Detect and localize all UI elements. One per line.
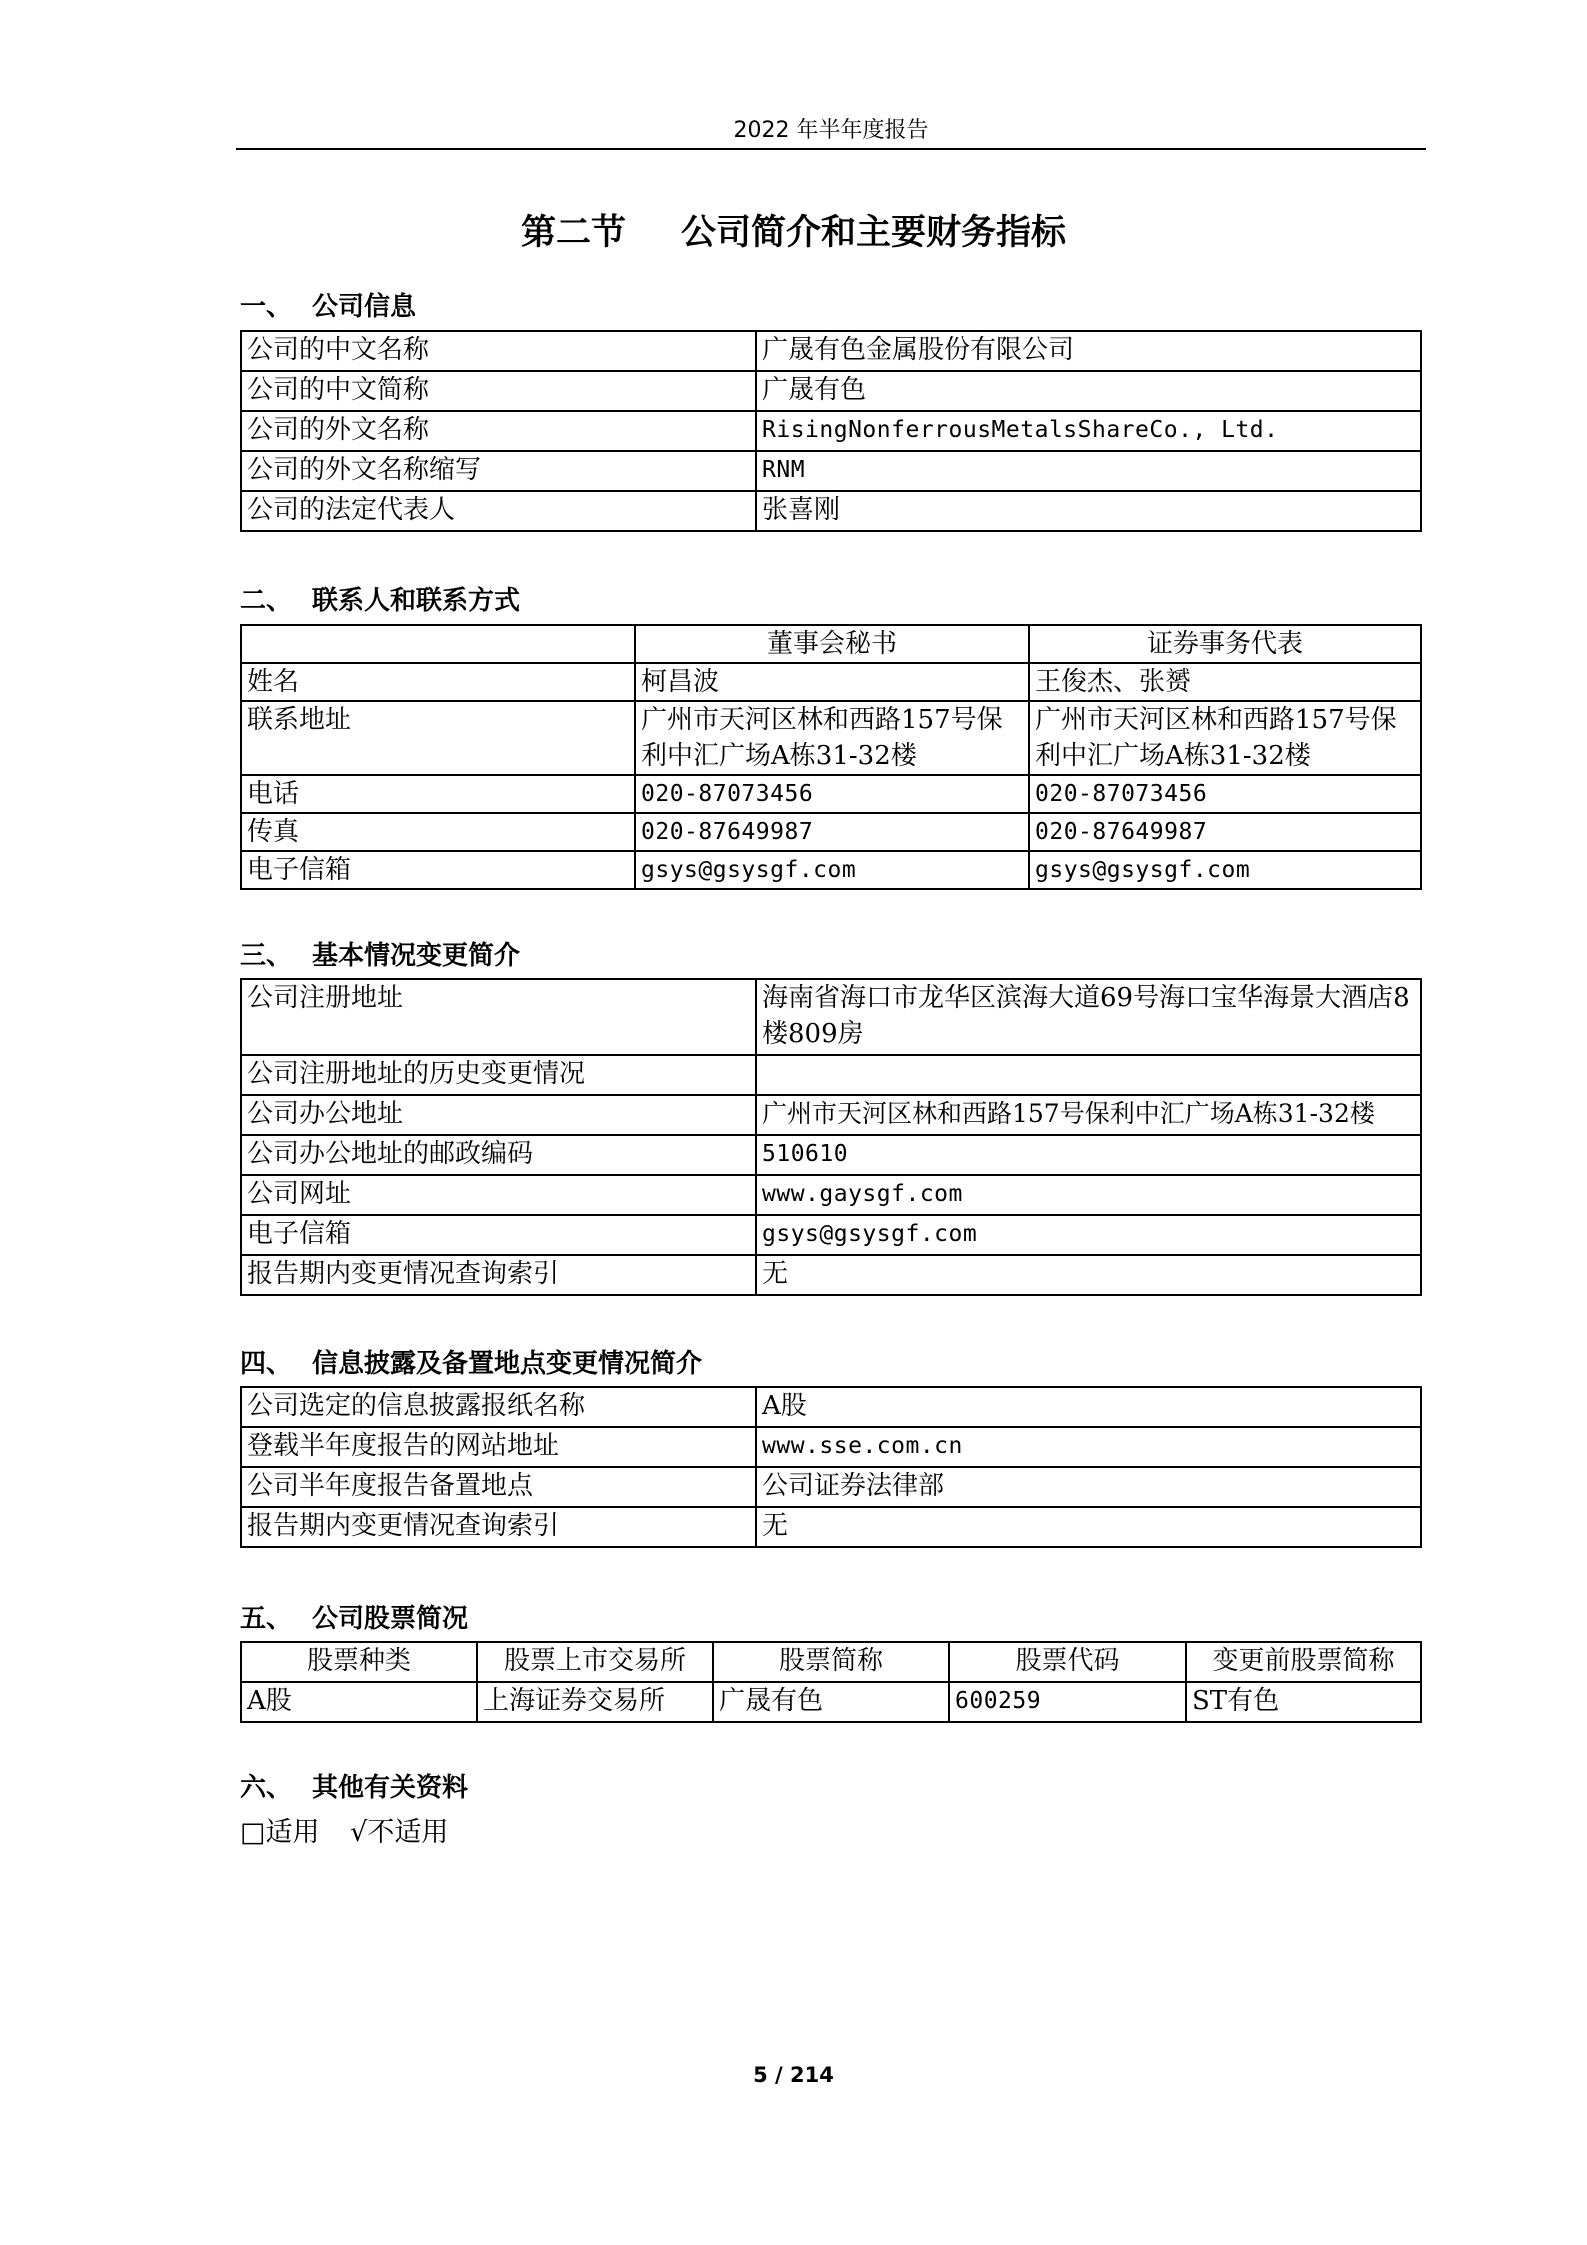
header-cell [241, 625, 635, 663]
page-number: 5 / 214 [753, 2063, 834, 2087]
company-info-table [240, 330, 1422, 532]
table-row [241, 1467, 1421, 1507]
table-row [241, 979, 1421, 1055]
representative-value: gsys@gsysgf.com [1029, 851, 1421, 889]
row-label: 报告期内变更情况查询索引 [241, 1255, 756, 1295]
secretary-value: gsys@gsysgf.com [635, 851, 1029, 889]
table-row [241, 813, 1421, 851]
row-label: 公司半年度报告备置地点 [241, 1467, 756, 1507]
table-row [241, 1387, 1421, 1427]
table-row [241, 451, 1421, 491]
subsection-title: 公司信息 [312, 292, 417, 322]
subsection-number: 六、 [240, 1773, 293, 1803]
header-cell: 变更前股票简称 [1186, 1642, 1421, 1682]
stock-type: A股 [241, 1682, 477, 1722]
row-label: 姓名 [241, 663, 635, 701]
option-applicable: □适用 [240, 1817, 320, 1848]
stock-short-name: 广晟有色 [713, 1682, 949, 1722]
table-row [241, 1215, 1421, 1255]
option-not-applicable: √不适用 [350, 1817, 449, 1848]
subsection-title: 其他有关资料 [312, 1773, 469, 1803]
row-label: 联系地址 [241, 701, 635, 775]
subsection-number: 五、 [240, 1604, 293, 1634]
table-row [241, 1095, 1421, 1135]
row-value: 无 [756, 1255, 1421, 1295]
page-header: 2022 年半年度报告 [236, 114, 1426, 150]
row-value: 广州市天河区林和西路157号保利中汇广场A栋31-32楼 [756, 1095, 1421, 1135]
table-row [241, 491, 1421, 531]
table-row [241, 775, 1421, 813]
section-title-text: 公司简介和主要财务指标 [681, 213, 1067, 253]
applicability-note [240, 1810, 448, 1849]
table-row [241, 1427, 1421, 1467]
table-row [241, 1255, 1421, 1295]
row-value: 张喜刚 [756, 491, 1421, 531]
table-header-row [241, 625, 1421, 663]
row-value: 510610 [756, 1135, 1421, 1175]
row-label: 电话 [241, 775, 635, 813]
row-label: 公司注册地址的历史变更情况 [241, 1055, 756, 1095]
header-cell: 证券事务代表 [1029, 625, 1421, 663]
section-title [0, 205, 1587, 255]
header-cell: 股票种类 [241, 1642, 477, 1682]
subsection-disclosure [240, 1343, 702, 1380]
table-row [241, 1055, 1421, 1095]
stock-info-table [240, 1641, 1422, 1723]
representative-value: 王俊杰、张赟 [1029, 663, 1421, 701]
secretary-value: 柯昌波 [635, 663, 1029, 701]
contacts-table [240, 624, 1422, 890]
previous-short-name: ST有色 [1186, 1682, 1421, 1722]
row-label: 公司的中文名称 [241, 331, 756, 371]
section-number: 第二节 [520, 213, 626, 253]
table-row [241, 701, 1421, 775]
subsection-company-info [240, 286, 416, 323]
table-row [241, 1682, 1421, 1722]
table-row [241, 1135, 1421, 1175]
table-row [241, 331, 1421, 371]
row-label: 公司的外文名称 [241, 411, 756, 451]
row-value [756, 1055, 1421, 1095]
representative-value: 广州市天河区林和西路157号保利中汇广场A栋31-32楼 [1029, 701, 1421, 775]
subsection-title: 联系人和联系方式 [312, 586, 521, 616]
row-label: 报告期内变更情况查询索引 [241, 1507, 756, 1547]
row-label: 登载半年度报告的网站地址 [241, 1427, 756, 1467]
row-value: 无 [756, 1507, 1421, 1547]
table-row [241, 851, 1421, 889]
row-label: 公司的外文名称缩写 [241, 451, 756, 491]
row-label: 公司网址 [241, 1175, 756, 1215]
header-cell: 董事会秘书 [635, 625, 1029, 663]
row-value: RNM [756, 451, 1421, 491]
subsection-other-info [240, 1767, 468, 1804]
subsection-number: 二、 [240, 586, 293, 616]
subsection-number: 三、 [240, 941, 293, 971]
header-cell: 股票上市交易所 [477, 1642, 713, 1682]
table-row [241, 663, 1421, 701]
secretary-value: 广州市天河区林和西路157号保利中汇广场A栋31-32楼 [635, 701, 1029, 775]
row-label: 电子信箱 [241, 851, 635, 889]
basic-changes-table [240, 978, 1422, 1296]
table-row [241, 371, 1421, 411]
table-row [241, 1175, 1421, 1215]
row-label: 公司注册地址 [241, 979, 756, 1055]
subsection-title: 公司股票简况 [312, 1604, 469, 1634]
representative-value: 020-87649987 [1029, 813, 1421, 851]
row-value: www.gaysgf.com [756, 1175, 1421, 1215]
header-cell: 股票简称 [713, 1642, 949, 1682]
table-row [241, 411, 1421, 451]
subsection-title: 信息披露及备置地点变更情况简介 [312, 1349, 703, 1379]
row-value: gsys@gsysgf.com [756, 1215, 1421, 1255]
representative-value: 020-87073456 [1029, 775, 1421, 813]
subsection-number: 四、 [240, 1349, 293, 1379]
subsection-contacts [240, 580, 520, 617]
subsection-number: 一、 [240, 292, 293, 322]
row-label: 公司办公地址的邮政编码 [241, 1135, 756, 1175]
row-label: 传真 [241, 813, 635, 851]
stock-code: 600259 [949, 1682, 1186, 1722]
subsection-title: 基本情况变更简介 [312, 941, 521, 971]
row-value: 公司证券法律部 [756, 1467, 1421, 1507]
secretary-value: 020-87649987 [635, 813, 1029, 851]
row-value: A股 [756, 1387, 1421, 1427]
row-label: 电子信箱 [241, 1215, 756, 1255]
row-value: 广晟有色 [756, 371, 1421, 411]
subsection-stock-info [240, 1598, 468, 1635]
disclosure-table [240, 1386, 1422, 1548]
table-row [241, 1507, 1421, 1547]
secretary-value: 020-87073456 [635, 775, 1029, 813]
row-label: 公司的中文简称 [241, 371, 756, 411]
header-cell: 股票代码 [949, 1642, 1186, 1682]
row-label: 公司选定的信息披露报纸名称 [241, 1387, 756, 1427]
subsection-basic-changes [240, 935, 520, 972]
table-header-row [241, 1642, 1421, 1682]
row-value: 海南省海口市龙华区滨海大道69号海口宝华海景大酒店8楼809房 [756, 979, 1421, 1055]
row-value: 广晟有色金属股份有限公司 [756, 331, 1421, 371]
row-value: www.sse.com.cn [756, 1427, 1421, 1467]
row-value: RisingNonferrousMetalsShareCo., Ltd. [756, 411, 1421, 451]
row-label: 公司的法定代表人 [241, 491, 756, 531]
row-label: 公司办公地址 [241, 1095, 756, 1135]
stock-exchange: 上海证券交易所 [477, 1682, 713, 1722]
